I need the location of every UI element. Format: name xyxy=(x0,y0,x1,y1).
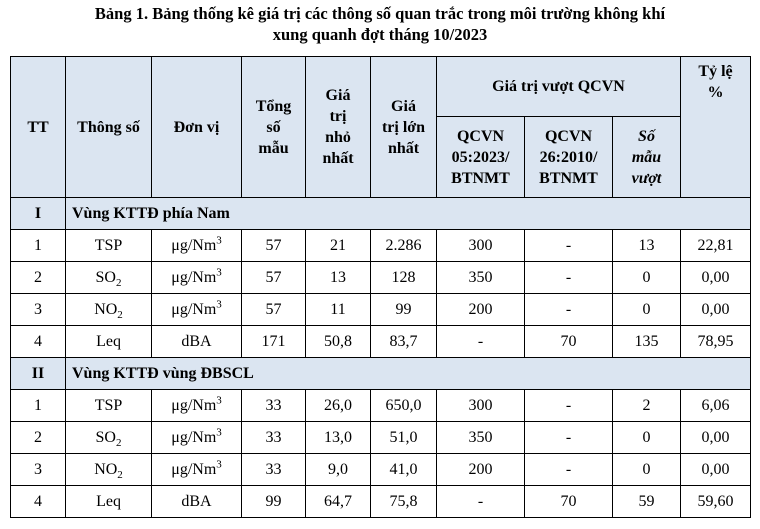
cell-qcvn-26: - xyxy=(525,454,613,486)
cell-unit: μg/Nm$^3$ xyxy=(152,262,242,294)
cell-exceed-count: 13 xyxy=(613,230,681,262)
cell-max: 650,0 xyxy=(371,390,437,422)
cell-max: 2.286 xyxy=(371,230,437,262)
cell-qcvn-05: 300 xyxy=(437,390,525,422)
cell-param: TSP xyxy=(66,390,152,422)
table-row xyxy=(11,326,751,358)
section-row xyxy=(11,198,751,230)
monitoring-table xyxy=(10,56,751,518)
cell-rate: 6,06 xyxy=(681,390,751,422)
caption-line-2: xung quanh đợt tháng 10/2023 xyxy=(272,25,488,44)
cell-exceed-count: 2 xyxy=(613,390,681,422)
section-number: I xyxy=(11,198,66,230)
section-title: Vùng KTTĐ vùng ĐBSCL xyxy=(66,358,751,390)
cell-total: 171 xyxy=(242,326,306,358)
cell-param: $NO_2$ xyxy=(66,454,152,486)
cell-qcvn-05: - xyxy=(437,326,525,358)
cell-unit: dBA xyxy=(152,326,242,358)
cell-tt: 3 xyxy=(11,454,66,486)
cell-unit: μg/Nm$^3$ xyxy=(152,390,242,422)
cell-qcvn-26: 70 xyxy=(525,326,613,358)
cell-max: 128 xyxy=(371,262,437,294)
cell-qcvn-26: - xyxy=(525,294,613,326)
section-row xyxy=(11,358,751,390)
cell-rate: 22,81 xyxy=(681,230,751,262)
cell-param: Leq xyxy=(66,326,152,358)
table-row xyxy=(11,294,751,326)
cell-param: TSP xyxy=(66,230,152,262)
cell-rate: 59,60 xyxy=(681,486,751,518)
cell-rate: 0,00 xyxy=(681,294,751,326)
cell-min: 26,0 xyxy=(306,390,371,422)
cell-min: 21 xyxy=(306,230,371,262)
cell-min: 11 xyxy=(306,294,371,326)
cell-unit: μg/Nm$^3$ xyxy=(152,294,242,326)
header-row-1 xyxy=(11,57,751,117)
cell-rate: 0,00 xyxy=(681,422,751,454)
header-tt: TT xyxy=(11,57,66,198)
header-param: Thông số xyxy=(66,57,152,198)
cell-max: 51,0 xyxy=(371,422,437,454)
cell-min: 13 xyxy=(306,262,371,294)
header-unit: Đơn vị xyxy=(152,57,242,198)
header-exceed-count: Số mẫu vượt xyxy=(613,117,681,198)
cell-qcvn-05: 200 xyxy=(437,294,525,326)
cell-total: 33 xyxy=(242,390,306,422)
header-qcvn-05: QCVN 05:2023/ BTNMT xyxy=(437,117,525,198)
cell-max: 83,7 xyxy=(371,326,437,358)
header-exceed-qcvn: Giá trị vượt QCVN xyxy=(437,57,681,117)
cell-param: Leq xyxy=(66,486,152,518)
header-total-samples: Tổng số mẫu xyxy=(242,57,306,198)
cell-tt: 4 xyxy=(11,326,66,358)
cell-exceed-count: 0 xyxy=(613,422,681,454)
cell-exceed-count: 135 xyxy=(613,326,681,358)
cell-qcvn-26: - xyxy=(525,230,613,262)
cell-param: $NO_2$ xyxy=(66,294,152,326)
cell-qcvn-05: 350 xyxy=(437,262,525,294)
table-row xyxy=(11,454,751,486)
cell-exceed-count: 0 xyxy=(613,454,681,486)
caption-line-1: Bảng 1. Bảng thống kê giá trị các thông số quan trắc trong môi trường không khí xyxy=(94,4,666,23)
cell-param: $SO_2$ xyxy=(66,422,152,454)
cell-min: 64,7 xyxy=(306,486,371,518)
cell-unit: dBA xyxy=(152,486,242,518)
cell-total: 33 xyxy=(242,422,306,454)
cell-qcvn-05: 350 xyxy=(437,422,525,454)
cell-qcvn-26: - xyxy=(525,390,613,422)
section-number: II xyxy=(11,358,66,390)
cell-rate: 0,00 xyxy=(681,262,751,294)
cell-unit: μg/Nm$^3$ xyxy=(152,454,242,486)
table-row xyxy=(11,230,751,262)
cell-tt: 4 xyxy=(11,486,66,518)
cell-qcvn-05: - xyxy=(437,486,525,518)
cell-tt: 2 xyxy=(11,262,66,294)
cell-rate: 78,95 xyxy=(681,326,751,358)
cell-max: 99 xyxy=(371,294,437,326)
cell-total: 33 xyxy=(242,454,306,486)
header-qcvn-26: QCVN 26:2010/ BTNMT xyxy=(525,117,613,198)
section-title: Vùng KTTĐ phía Nam xyxy=(66,198,751,230)
cell-total: 57 xyxy=(242,294,306,326)
table-row xyxy=(11,262,751,294)
table-row xyxy=(11,422,751,454)
cell-exceed-count: 59 xyxy=(613,486,681,518)
cell-qcvn-26: - xyxy=(525,262,613,294)
cell-qcvn-26: 70 xyxy=(525,486,613,518)
cell-tt: 3 xyxy=(11,294,66,326)
cell-tt: 2 xyxy=(11,422,66,454)
cell-rate: 0,00 xyxy=(681,454,751,486)
table-row xyxy=(11,486,751,518)
cell-min: 50,8 xyxy=(306,326,371,358)
cell-tt: 1 xyxy=(11,230,66,262)
cell-unit: μg/Nm$^3$ xyxy=(152,422,242,454)
cell-unit: μg/Nm$^3$ xyxy=(152,230,242,262)
table-caption xyxy=(4,3,756,49)
cell-max: 41,0 xyxy=(371,454,437,486)
cell-total: 57 xyxy=(242,262,306,294)
header-rate: Tỷ lệ % xyxy=(681,57,751,198)
cell-tt: 1 xyxy=(11,390,66,422)
table-body xyxy=(11,198,751,518)
cell-total: 99 xyxy=(242,486,306,518)
header-max-value: Giá trị lớn nhất xyxy=(371,57,437,198)
table-row xyxy=(11,390,751,422)
cell-max: 75,8 xyxy=(371,486,437,518)
cell-qcvn-05: 200 xyxy=(437,454,525,486)
cell-exceed-count: 0 xyxy=(613,294,681,326)
cell-param: $SO_2$ xyxy=(66,262,152,294)
cell-qcvn-26: - xyxy=(525,422,613,454)
cell-min: 9,0 xyxy=(306,454,371,486)
cell-min: 13,0 xyxy=(306,422,371,454)
header-min-value: Giá trị nhỏ nhất xyxy=(306,57,371,198)
cell-qcvn-05: 300 xyxy=(437,230,525,262)
cell-total: 57 xyxy=(242,230,306,262)
cell-exceed-count: 0 xyxy=(613,262,681,294)
